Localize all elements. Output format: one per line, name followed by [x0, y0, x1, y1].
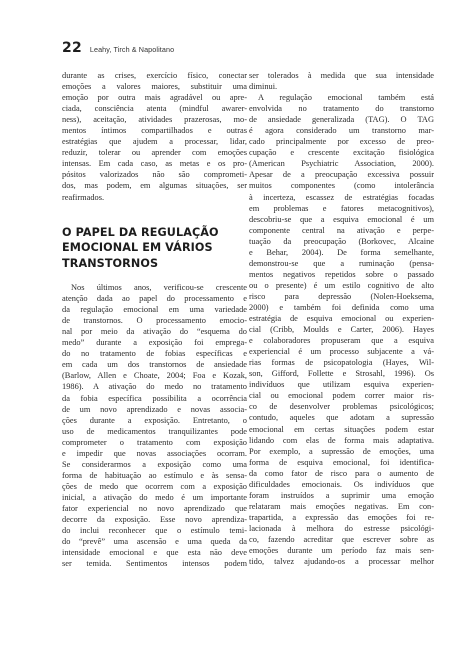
text-line: foram instruídos a suprimir uma emoção	[249, 490, 434, 500]
text-line: ser temida. Sentimentos intensos podem	[62, 559, 247, 569]
text-line: de transtornos. O processamento emocio-	[62, 316, 247, 326]
text-line: mentos negativos repetidos sobre o passado	[249, 269, 434, 279]
heading-line: O PAPEL DA REGULAÇÃO	[62, 225, 219, 239]
text-line: trapartida, a expressão das emoções foi re-	[249, 512, 434, 522]
text-line: (Barlow, Allen e Choate, 2004; Foa e Kozak,	[62, 371, 247, 381]
text-line: cial (Cribb, Moulds e Carter, 2006). Hayes	[249, 325, 434, 335]
text-line: Por exemplo, a supressão de emoções, uma	[249, 446, 434, 456]
text-line: componente central na ativação e perpe-	[249, 225, 434, 235]
text-line: e impedir que novas associações ocorram.	[62, 448, 247, 458]
text-line: 2000) e também foi definida como uma	[249, 302, 434, 312]
text-line: forma de esquiva emocional, foi identifica-	[249, 457, 434, 467]
text-line: do “prevê” uma ascensão e uma queda da	[62, 537, 247, 547]
text-line: emoção por outra mais agradável ou apre-	[62, 93, 247, 103]
left-column	[62, 70, 247, 569]
text-line: cado principalmente por excesso de preo-	[249, 137, 434, 147]
text-line: ções durante a exposição. Entretanto, o	[62, 415, 247, 425]
text-line: Nos últimos anos, verificou-se crescente	[71, 283, 247, 293]
text-line: em problemas e fatores metacognitivos),	[249, 203, 434, 213]
text-line: demonstrou-se que a ruminação (pensa-	[249, 258, 434, 268]
text-line: diminui.	[249, 82, 278, 92]
text-line: relataram mais emoções negativas. Em con-	[249, 501, 434, 511]
text-line: e colaboradores propuseram que a esquiva	[249, 336, 434, 346]
text-line: de um novo aprendizado e novas associa-	[62, 404, 247, 414]
text-line: ções de medo que ocorrem com a exposição	[62, 481, 247, 491]
text-line: 1986). A ativação do medo no tratamento	[62, 382, 247, 392]
text-line: de ansiedade generalizada (TAG). O TAG	[249, 115, 434, 125]
text-line: uso de medicamentos tranquilizantes pode	[62, 426, 247, 436]
text-line: cupação e crescente excitação fisiológica	[249, 148, 434, 158]
text-line: estratégias que ajudem a processar, lidar,	[62, 137, 247, 147]
text-line: envolvida no tratamento do transtorno	[249, 104, 434, 114]
text-line: cial ou emocional podem correr maior ris-	[249, 391, 434, 401]
text-line: é agora considerado um transtorno mar-	[249, 126, 434, 136]
text-line: risco para depressão (Nolen-Hoeksema,	[249, 291, 434, 301]
text-line: forma de habituação ao estímulo e às sensa-	[62, 470, 247, 480]
section-heading	[62, 225, 247, 272]
text-line: emoções a valores maiores, substituir uma	[62, 82, 247, 92]
text-line: dos, mas podem, em algumas situações, ser	[62, 181, 247, 191]
text-line: comprometer o tratamento com exposição	[62, 437, 247, 447]
text-line: (American Psychiatric Association, 2000).	[249, 159, 434, 169]
text-line: e Behar, 2004). De forma semelhante,	[249, 247, 434, 257]
right-column	[249, 70, 434, 567]
text-line: emocional em certas situações podem estar	[249, 424, 434, 434]
text-line: Apesar de a preocupação excessiva possuir	[249, 170, 434, 180]
text-line: medo” durante a exposição foi emprega-	[62, 338, 247, 348]
text-line: durante as crises, exercício físico, conectar	[62, 71, 247, 80]
paragraph-continued	[62, 70, 247, 203]
text-line: à incerteza, escassez de estratégias focadas	[249, 192, 434, 202]
text-line: da como fator de risco para o aumento de	[249, 468, 434, 478]
text-line: Se considerarmos a exposição como uma	[62, 459, 247, 469]
text-line: descobriu-se que a esquiva emocional é um	[249, 214, 434, 224]
text-line: mentos íntimos compartilhados e outras	[62, 126, 247, 136]
text-line: experiencial é um processo subjacente a vá-	[249, 347, 434, 357]
text-line: da regulação emocional em uma variedade	[62, 305, 247, 315]
page-header	[62, 40, 174, 56]
text-line: reduzir, tolerar ou aprender com emoções	[62, 148, 247, 158]
paragraph-recent-years	[62, 282, 247, 569]
text-line: atenção dada ao papel do processamento e	[62, 294, 247, 304]
text-line: intensas. Em cada caso, as metas e os pro-	[62, 159, 247, 169]
text-line: tido, talvez ajudando-os a processar melhor	[249, 557, 434, 567]
text-line: do no tratamento de fobias específicas e	[62, 349, 247, 359]
text-line: lidando com elas de forma mais adaptativa.	[249, 435, 434, 445]
text-line: intensidade emocional e que esta não deve	[62, 548, 247, 558]
text-line: contudo, aqueles que adotam a supressão	[249, 413, 434, 423]
text-line: da fobia específica possibilita a ocorrência	[62, 393, 247, 403]
text-line: do inclui reconhecer que o estímulo temi-	[62, 526, 247, 536]
text-line: fator experiencial no novo aprendizado que	[62, 504, 247, 513]
text-line: ou o presente) é um estilo cognitivo de alto	[249, 280, 434, 290]
text-line: A regulação emocional também está	[258, 93, 434, 103]
right-column-text	[249, 70, 434, 567]
text-line: ciada, consciência atenta (mindful awarer-	[62, 104, 247, 114]
text-line: rias formas de psicopatologia (Hayes, Wil-	[249, 358, 434, 368]
text-line: ser tolerados à medida que sua intensidade	[249, 71, 434, 80]
text-line: indivíduos que utilizam esquiva experien-	[249, 380, 434, 390]
text-line: em cada um dos transtornos de ansiedade	[62, 360, 247, 370]
text-line: dificuldades emocionais. Os indivíduos que	[249, 479, 434, 489]
text-line: inicial, a ativação do medo é um importante	[62, 492, 247, 502]
text-line: ness), aceitação, atividades prazerosas, mo-	[62, 115, 247, 125]
text-line: co de desenvolver problemas psicológicos;	[249, 402, 434, 412]
heading-line: EMOCIONAL EM VÁRIOS	[62, 241, 213, 255]
text-line: nal por meio da ativação do “esquema do	[62, 327, 247, 337]
text-line: tuação da preocupação (Borkovec, Alcaine	[249, 236, 434, 246]
text-line: pósitos valorizados não são comprometi-	[62, 170, 247, 180]
text-line: emoções durante um período faz mais sen-	[249, 546, 434, 556]
text-line: co, fazendo acreditar que escrever sobre as	[249, 534, 434, 544]
running-head-authors: Leahy, Tirch & Napolitano	[89, 45, 175, 54]
text-line: decorre da exposição. Esse novo aprendiza-	[62, 515, 247, 525]
text-line: estratégia de esquiva emocional ou experien-	[249, 314, 434, 324]
text-line: lacionada à melhora do estresse psicológi-	[249, 523, 434, 533]
text-line: muitos componentes (como intolerância	[249, 181, 434, 191]
text-line: reafirmados.	[62, 192, 105, 202]
text-line: son, Gifford, Follette e Strosahl, 1996). Os	[249, 369, 434, 379]
page-number: 22	[62, 40, 82, 56]
heading-line: TRANSTORNOS	[62, 256, 159, 270]
